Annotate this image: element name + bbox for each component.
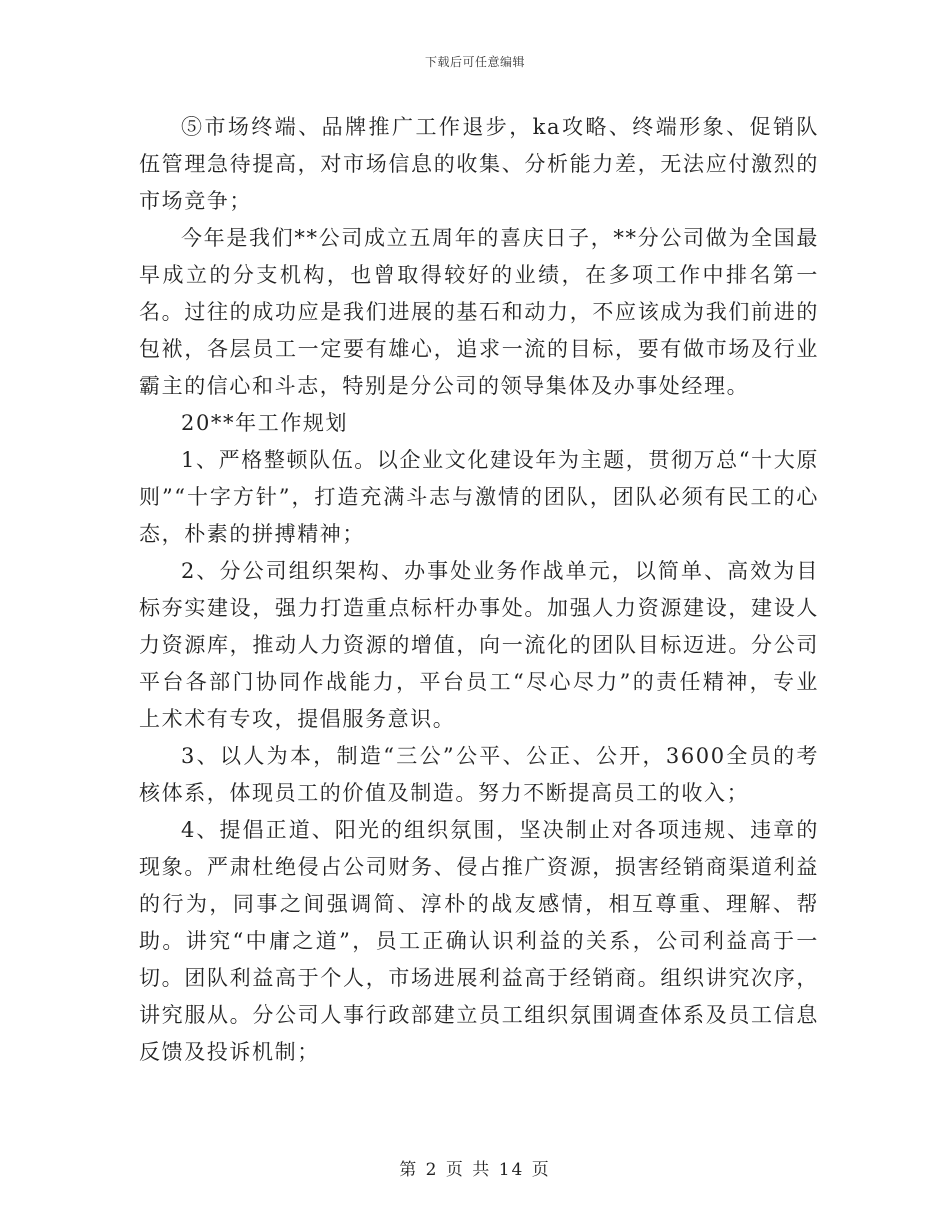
paragraph-plan-item-2: 2、分公司组织架构、办事处业务作战单元，以简单、高效为目标夯实建设，强力打造重点标杆办事处。加强人力资源建设，建设人力资源库，推动人力资源的增值，向一流化的团队目标迈进。分公司平台各部门协同作战能力，平台员工“尽心尽力”的责任精神，专业上术术有专攻，提倡服务意识。 <box>139 559 819 731</box>
paragraph-market-weakness: ⑤市场终端、品牌推广工作退步，ka攻略、终端形象、促销队伍管理急待提高，对市场信息的收集、分析能力差，无法应付激烈的市场竞争； <box>139 115 819 213</box>
section-heading-work-plan: 20**年工作规划 <box>181 411 349 435</box>
page-number-footer: 第 2 页 共 14 页 <box>399 1160 551 1180</box>
paragraph-plan-item-1: 1、严格整顿队伍。以企业文化建设年为主题，贯彻万总“十大原则”“十字方针”，打造充满斗志与激情的团队，团队必须有民工的心态，朴素的拼搏精神； <box>139 448 819 546</box>
paragraph-anniversary: 今年是我们**公司成立五周年的喜庆日子，**分公司做为全国最早成立的分支机构，也曾取得较好的业绩，在多项工作中排名第一名。过往的成功应是我们进展的基石和动力，不应该成为我们前进的包袱，各层员工一定要有雄心，追求一流的目标，要有做市场及行业霸主的信心和斗志，特别是分公司的领导集体及办事处经理。 <box>139 226 819 398</box>
page-header: 下载后可任意编辑 <box>424 55 525 69</box>
document-body <box>139 109 819 1071</box>
paragraph-plan-item-4: 4、提倡正道、阳光的组织氛围，坚决制止对各项违规、违章的现象。严肃杜绝侵占公司财务、侵占推广资源，损害经销商渠道利益的行为，同事之间强调简、淳朴的战友感情，相互尊重、理解、帮助。讲究“中庸之道”，员工正确认识利益的关系，公司利益高于一切。团队利益高于个人，市场进展利益高于经销商。组织讲究次序，讲究服从。分公司人事行政部建立员工组织氛围调查体系及员工信息反馈及投诉机制； <box>139 818 819 1064</box>
paragraph-plan-item-3: 3、以人为本，制造“三公”公平、公正、公开，3600全员的考核体系，体现员工的价值及制造。努力不断提高员工的收入； <box>139 744 819 805</box>
